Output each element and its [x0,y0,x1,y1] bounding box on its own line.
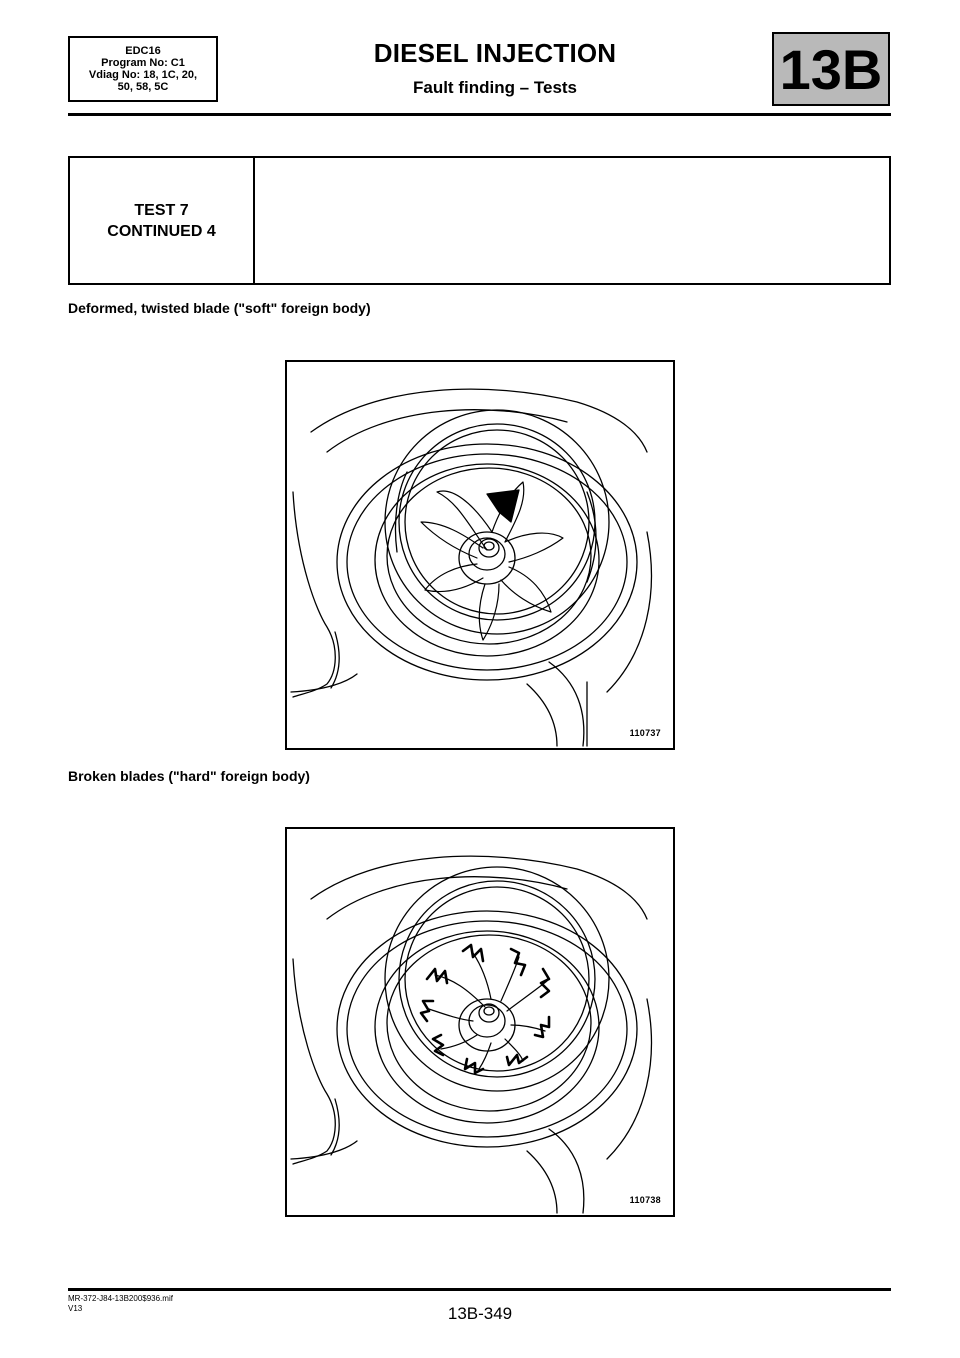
page-number: 13B-349 [447,1304,513,1323]
figure-number: 110738 [629,1195,661,1205]
vehicle-info-line: EDC16 [125,45,161,57]
vehicle-info-box [68,36,218,102]
test-label [70,158,255,283]
turbo-broken-illustration [287,829,673,1215]
header-divider [68,113,891,116]
figure-turbo-deformed-blade [285,360,675,750]
section-badge: 13B [772,32,890,106]
vehicle-info-line: Vdiag No: 18, 1C, 20, [88,69,198,81]
footer-version: V13 [68,1304,83,1313]
figure-turbo-broken-blades [285,827,675,1217]
footer-file-ref: MR-372-J84-13B200$936.mif [68,1294,173,1303]
page-title: DIESEL INJECTION [373,38,617,68]
test-title: TEST 7 [134,201,189,219]
test-content [255,158,889,283]
vehicle-info-line: Program No: C1 [101,57,185,69]
test-box [68,156,891,285]
page-subtitle: Fault finding – Tests [412,78,578,97]
figure-caption: Broken blades ("hard" foreign body) [68,768,310,784]
figure-number: 110737 [629,728,661,738]
figure-caption: Deformed, twisted blade ("soft" foreign body) [68,300,371,316]
test-continued: CONTINUED 4 [107,222,216,240]
footer-divider [68,1288,891,1291]
turbo-deformed-illustration [287,362,673,748]
vehicle-info-line: 50, 58, 5C [117,81,169,93]
